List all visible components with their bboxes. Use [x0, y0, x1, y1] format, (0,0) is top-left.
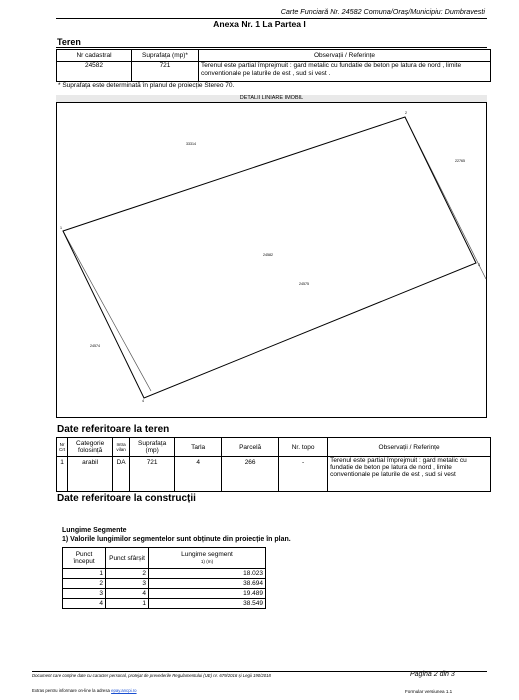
parcel-boundary [63, 117, 476, 398]
table-row [63, 579, 266, 589]
cell-observatii: Terenul este partial împrejmuit : gard metalic cu fundatie de beton pe latura de nord , limite conventionale pe laturile de est , sud si vest [328, 457, 491, 492]
col-observatii: Observații / Referințe [328, 438, 491, 457]
label-point-3: 3 [478, 263, 480, 267]
lungime-segmente-title: Lungime Segmente [62, 527, 127, 534]
cell-nr-cadastral: 24582 [57, 62, 132, 82]
cell-parcela: 266 [222, 457, 279, 492]
col-intravilan: Intra vilan [113, 438, 130, 457]
cell-inceput: 1 [63, 569, 106, 579]
cell-lungime: 38.549 [149, 599, 266, 609]
label-seg-left: 24574 [90, 344, 100, 348]
table-row [57, 457, 491, 492]
cell-sfarsit: 3 [106, 579, 149, 589]
col-tarla: Tarla [175, 438, 222, 457]
col-categorie: Categorie folosință [68, 438, 113, 457]
cell-categorie: arabil [68, 457, 113, 492]
col-punct-sfarsit: Punct sfârșit [106, 548, 149, 569]
cell-sfarsit: 2 [106, 569, 149, 579]
col-lungime-label: Lungime segment [181, 551, 233, 558]
date-teren-table [56, 437, 491, 492]
table-header-row [63, 548, 266, 569]
table-row [63, 569, 266, 579]
page-number: Pagina 2 din 3 [410, 671, 455, 678]
anexa-title: Anexa Nr. 1 La Partea I [213, 19, 306, 29]
cell-intravilan: DA [113, 457, 130, 492]
cell-inceput: 3 [63, 589, 106, 599]
col-nr-crt: Nr Crt [57, 438, 68, 457]
cell-sfarsit: 1 [106, 599, 149, 609]
label-point-4: 4 [142, 399, 144, 403]
date-teren-title: Date referitoare la teren [57, 424, 170, 435]
cell-nr-topo: - [279, 457, 328, 492]
cell-suprafata: 721 [132, 62, 199, 82]
label-point-2: 2 [405, 111, 407, 115]
table-header-row [57, 438, 491, 457]
parcel-drawing [57, 103, 488, 419]
carte-funciara-header: Carte Funciară Nr. 24582 Comuna/Oraș/Municipiu: Dumbravesti [280, 7, 485, 16]
label-parcel-center: 24582 [263, 253, 273, 257]
cell-observatii: Terenul este partial împrejmuit : gard metalic cu fundatie de beton pe latura de nord , limite conventionale pe laturile de est , sud si vest . [199, 62, 491, 82]
suprafata-note: * Suprafața este determinată în planul de proiecție Stereo 70. [58, 82, 235, 89]
table-row [63, 589, 266, 599]
table-row [63, 599, 266, 609]
label-seg-top: 33314 [186, 142, 196, 146]
label-point-1: 1 [60, 226, 62, 230]
epay-link[interactable]: epay.ancpi.ro [111, 688, 137, 693]
extension-line-left [63, 231, 151, 391]
teren-divider [56, 47, 487, 48]
cell-suprafata: 721 [130, 457, 175, 492]
table-header-row [57, 50, 491, 62]
cell-tarla: 4 [175, 457, 222, 492]
col-suprafata: Suprafața (mp) [130, 438, 175, 457]
col-nr-topo: Nr. topo [279, 438, 328, 457]
col-nr-cadastral: Nr cadastral [57, 50, 132, 62]
label-seg-bottom: 24575 [299, 282, 309, 286]
detalii-liniare-title: DETALII LINIARE IMOBIL [56, 95, 487, 102]
table-row [57, 62, 491, 82]
footer-extras-text: Extras pentru informare on-line la adresa [32, 688, 110, 693]
label-seg-right: 22765 [455, 159, 465, 163]
parcel-plan [56, 102, 487, 418]
footer-extras [32, 688, 137, 693]
cell-sfarsit: 4 [106, 589, 149, 599]
lungime-segmente-table [62, 547, 266, 609]
cell-inceput: 2 [63, 579, 106, 589]
col-parcela: Parcelă [222, 438, 279, 457]
col-lungime-segment [149, 548, 266, 569]
form-version: Formular versiunea 1.1 [405, 689, 453, 694]
footer-disclaimer: Document care conține date cu caracter personal, protejat de prevederile Regulamentului (UE) nr. 679/2016 și Legii 190/2018 [32, 673, 271, 678]
teren-title: Teren [57, 37, 81, 47]
cell-lungime: 38.694 [149, 579, 266, 589]
col-observatii: Observații / Referințe [199, 50, 491, 62]
cell-inceput: 4 [63, 599, 106, 609]
cell-lungime: 18.023 [149, 569, 266, 579]
cell-nr-crt: 1 [57, 457, 68, 492]
col-punct-inceput: Punct început [63, 548, 106, 569]
lungime-segmente-subtitle: 1) Valorile lungimilor segmentelor sunt obținute din proiecție în plan. [62, 536, 291, 543]
col-lungime-unit: 1) (m) [200, 559, 214, 564]
col-suprafata: Suprafața (mp)* [132, 50, 199, 62]
teren-table [56, 49, 491, 82]
date-constructii-title: Date referitoare la construcții [57, 493, 196, 504]
cell-lungime: 19.489 [149, 589, 266, 599]
